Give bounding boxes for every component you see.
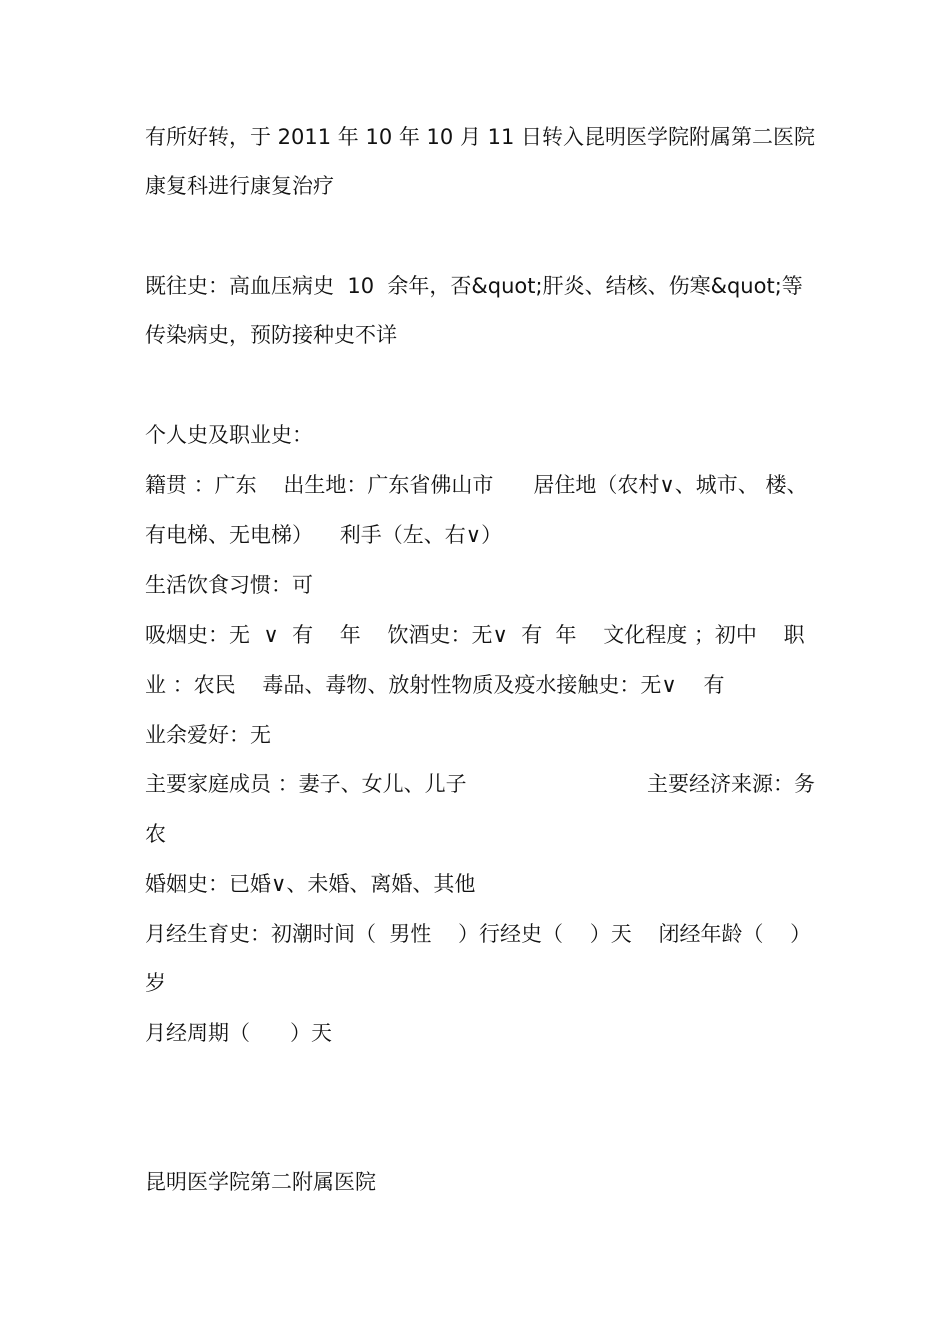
- family-members-text: 主要家庭成员 ：妻子、女儿、儿子: [145, 772, 467, 796]
- diet-habit-line: 生活饮食习惯：可: [145, 573, 313, 597]
- occupation-exposure-line: 业 ：农民 毒品、毒物、放射性物质及疫水接触史：无∨ 有: [145, 673, 725, 697]
- personal-history-heading: 个人史及职业史：: [145, 423, 313, 447]
- menstrual-history-continuation: 岁: [145, 971, 166, 995]
- past-history-line-2: 传染病史，预防接种史不详: [145, 323, 397, 347]
- smoking-drinking-line: 吸烟史：无 ∨ 有 年 饮酒史：无∨ 有 年 文化程度 ；初中 职: [145, 623, 805, 647]
- income-source-text: 主要经济来源：务: [647, 772, 815, 796]
- marital-history-line: 婚姻史：已婚∨、未婚、离婚、其他: [145, 872, 476, 896]
- native-place-line: 籍贯 ：广东 出生地：广东省佛山市 居住地（农村∨、城市、 楼、: [145, 473, 808, 497]
- hobby-line: 业余爱好：无: [145, 723, 271, 747]
- menstrual-cycle-line: 月经周期（ ）天: [145, 1021, 333, 1045]
- text-line-2: 康复科进行康复治疗: [145, 174, 334, 198]
- hospital-name: 昆明医学院第二附属医院: [145, 1170, 376, 1194]
- past-history-line-1: 既往史：高血压病史 10 余年，否&quot;肝炎、结核、伤寒&quot;等: [145, 274, 803, 298]
- family-members-line: [145, 769, 815, 799]
- residence-handedness-line: 有电梯、无电梯） 利手（左、右∨）: [145, 523, 503, 547]
- income-source-continuation: 农: [145, 822, 166, 846]
- text-line-1: 有所好转，于 2011 年 10 年 10 月 11 日转入昆明医学院附属第二医院: [145, 125, 815, 149]
- menstrual-history-line: 月经生育史：初潮时间（ 男性 ）行经史（ ）天 闭经年龄（ ）: [145, 922, 812, 946]
